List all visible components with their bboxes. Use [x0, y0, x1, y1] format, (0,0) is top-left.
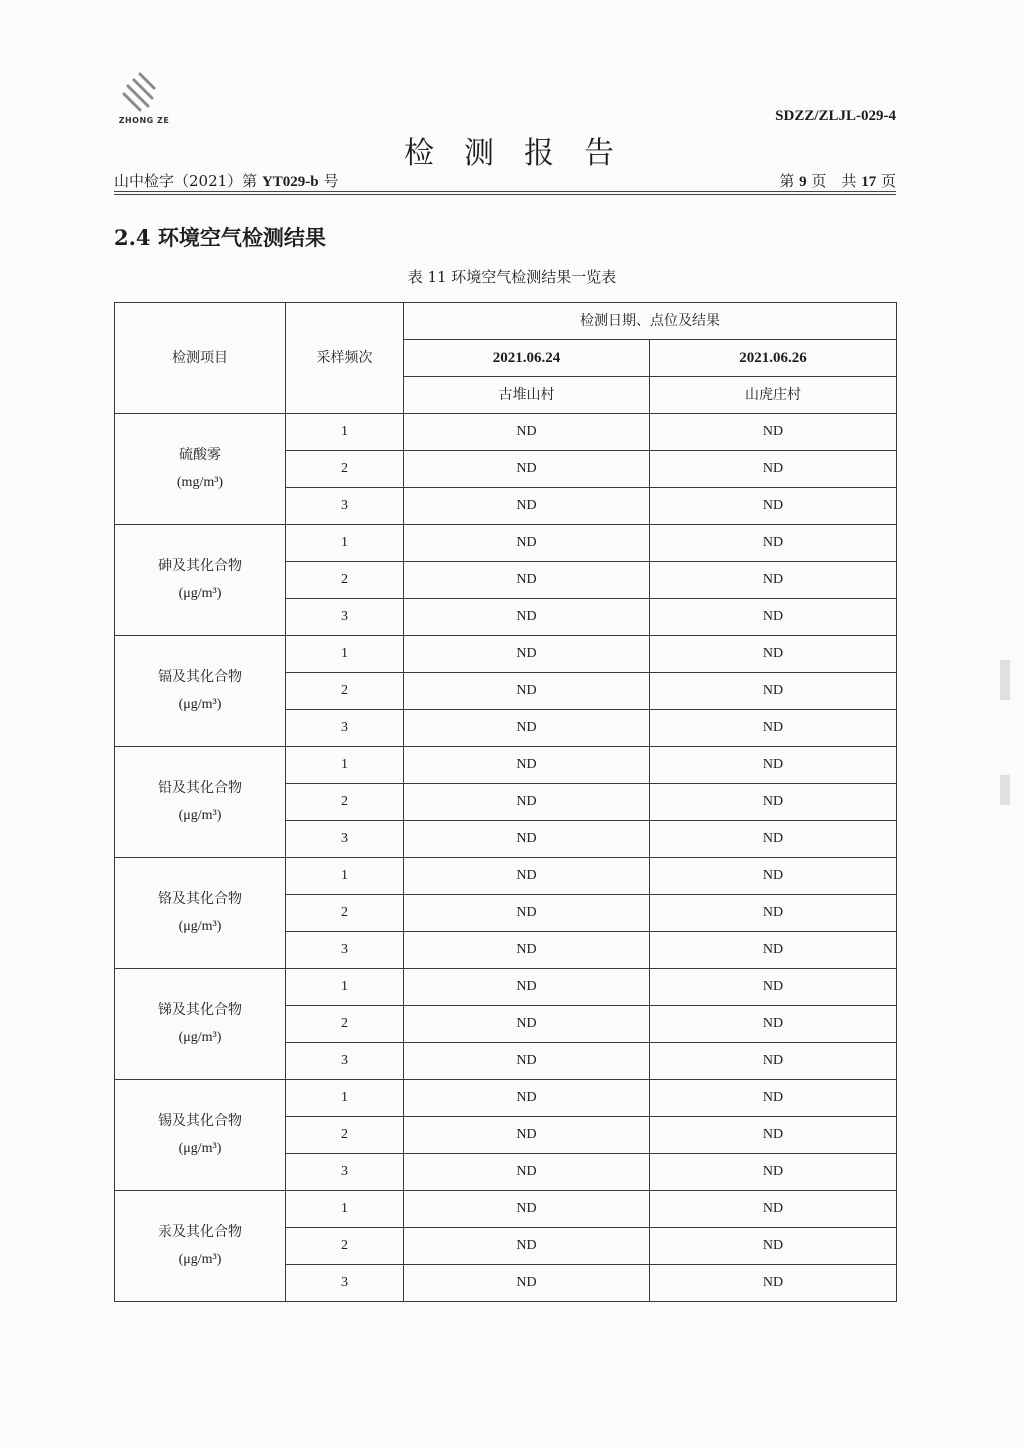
frequency-cell: 2	[286, 451, 404, 488]
frequency-cell: 3	[286, 1154, 404, 1191]
frequency-cell: 2	[286, 562, 404, 599]
result-cell-point-2: ND	[650, 636, 897, 673]
result-cell-point-2: ND	[650, 858, 897, 895]
result-cell-point-2: ND	[650, 1117, 897, 1154]
page-title: 检测报告	[404, 136, 644, 171]
frequency-cell: 3	[286, 1265, 404, 1302]
header-frequency: 采样频次	[286, 303, 404, 414]
header-item: 检测项目	[115, 303, 286, 414]
frequency-cell: 2	[286, 784, 404, 821]
frequency-cell: 1	[286, 525, 404, 562]
item-name: 锑及其化合物	[158, 1002, 242, 1018]
result-cell-point-2: ND	[650, 673, 897, 710]
item-unit: (μg/m³)	[178, 919, 222, 934]
result-cell-point-1: ND	[404, 451, 650, 488]
item-name: 锡及其化合物	[158, 1113, 242, 1129]
table-row	[115, 1191, 897, 1228]
report-number	[114, 170, 338, 191]
header-group: 检测日期、点位及结果	[404, 303, 897, 340]
result-cell-point-2: ND	[650, 562, 897, 599]
result-cell-point-1: ND	[404, 784, 650, 821]
result-cell-point-2: ND	[650, 969, 897, 1006]
header-date-2: 2021.06.26	[650, 340, 897, 377]
result-cell-point-2: ND	[650, 784, 897, 821]
result-cell-point-2: ND	[650, 414, 897, 451]
result-cell-point-1: ND	[404, 747, 650, 784]
item-unit: (μg/m³)	[178, 1141, 222, 1156]
result-cell-point-1: ND	[404, 562, 650, 599]
result-cell-point-1: ND	[404, 1043, 650, 1080]
result-cell-point-1: ND	[404, 599, 650, 636]
frequency-cell: 3	[286, 599, 404, 636]
frequency-cell: 1	[286, 858, 404, 895]
table-body	[115, 414, 897, 1302]
table-row	[115, 747, 897, 784]
table-row	[115, 414, 897, 451]
result-cell-point-1: ND	[404, 1006, 650, 1043]
result-cell-point-1: ND	[404, 1265, 650, 1302]
table-row	[115, 1080, 897, 1117]
result-cell-point-1: ND	[404, 488, 650, 525]
result-cell-point-2: ND	[650, 525, 897, 562]
result-cell-point-2: ND	[650, 895, 897, 932]
document-code: SDZZ/ZLJL-029-4	[775, 108, 896, 124]
item-unit: (μg/m³)	[178, 808, 222, 823]
frequency-cell: 1	[286, 1191, 404, 1228]
report-number-code: YT029-b	[261, 174, 319, 190]
frequency-cell: 2	[286, 1006, 404, 1043]
result-cell-point-2: ND	[650, 710, 897, 747]
item-unit: (mg/m³)	[176, 475, 224, 490]
result-cell-point-1: ND	[404, 932, 650, 969]
result-cell-point-1: ND	[404, 1228, 650, 1265]
page-label-2: 页 共	[811, 172, 857, 190]
item-name: 汞及其化合物	[158, 1224, 242, 1240]
header-point-2: 山虎庄村	[650, 377, 897, 414]
item-cell	[115, 1191, 286, 1302]
frequency-cell: 2	[286, 895, 404, 932]
frequency-cell: 2	[286, 1228, 404, 1265]
page-label-1: 第	[779, 172, 795, 190]
item-name: 镉及其化合物	[158, 669, 242, 685]
frequency-cell: 3	[286, 932, 404, 969]
item-cell	[115, 747, 286, 858]
frequency-cell: 3	[286, 821, 404, 858]
section-title: 2.4 环境空气检测结果	[114, 225, 326, 250]
page-info	[779, 170, 896, 191]
result-cell-point-1: ND	[404, 673, 650, 710]
frequency-cell: 3	[286, 488, 404, 525]
result-cell-point-2: ND	[650, 1043, 897, 1080]
report-number-prefix: 山中检字（2021）第	[114, 172, 258, 190]
item-name: 铅及其化合物	[158, 780, 242, 796]
item-cell	[115, 414, 286, 525]
result-cell-point-2: ND	[650, 747, 897, 784]
page-label-3: 页	[880, 172, 896, 190]
frequency-cell: 1	[286, 1080, 404, 1117]
result-cell-point-1: ND	[404, 1154, 650, 1191]
item-unit: (μg/m³)	[178, 586, 222, 601]
page-total: 17	[861, 174, 877, 190]
item-cell	[115, 525, 286, 636]
table-row	[115, 636, 897, 673]
header-divider-thin	[114, 194, 896, 195]
report-number-suffix: 号	[323, 172, 339, 190]
table-caption: 表 11 环境空气检测结果一览表	[407, 268, 617, 286]
item-cell	[115, 858, 286, 969]
frequency-cell: 3	[286, 710, 404, 747]
scan-artifact	[1000, 660, 1010, 700]
result-cell-point-2: ND	[650, 599, 897, 636]
result-cell-point-1: ND	[404, 710, 650, 747]
result-cell-point-1: ND	[404, 636, 650, 673]
result-cell-point-2: ND	[650, 1191, 897, 1228]
scan-artifact	[1000, 775, 1010, 805]
frequency-cell: 1	[286, 636, 404, 673]
result-cell-point-1: ND	[404, 525, 650, 562]
item-unit: (μg/m³)	[178, 697, 222, 712]
company-logo	[112, 72, 172, 128]
result-cell-point-2: ND	[650, 1080, 897, 1117]
result-cell-point-2: ND	[650, 1154, 897, 1191]
table-row	[115, 525, 897, 562]
item-cell	[115, 636, 286, 747]
result-cell-point-1: ND	[404, 1191, 650, 1228]
frequency-cell: 1	[286, 747, 404, 784]
result-cell-point-1: ND	[404, 1117, 650, 1154]
item-unit: (μg/m³)	[178, 1252, 222, 1267]
result-cell-point-2: ND	[650, 488, 897, 525]
item-cell	[115, 1080, 286, 1191]
frequency-cell: 2	[286, 673, 404, 710]
table-row	[115, 858, 897, 895]
header-point-1: 古堆山村	[404, 377, 650, 414]
item-cell	[115, 969, 286, 1080]
table-row	[115, 969, 897, 1006]
result-cell-point-2: ND	[650, 1265, 897, 1302]
frequency-cell: 2	[286, 1117, 404, 1154]
item-unit: (μg/m³)	[178, 1030, 222, 1045]
frequency-cell: 1	[286, 414, 404, 451]
frequency-cell: 3	[286, 1043, 404, 1080]
item-name: 硫酸雾	[179, 447, 221, 463]
result-cell-point-1: ND	[404, 414, 650, 451]
logo-stripes-icon	[118, 72, 168, 116]
item-name: 砷及其化合物	[158, 558, 242, 574]
result-cell-point-2: ND	[650, 1006, 897, 1043]
result-cell-point-1: ND	[404, 969, 650, 1006]
header-divider	[114, 191, 896, 192]
result-cell-point-1: ND	[404, 1080, 650, 1117]
header-date-1: 2021.06.24	[404, 340, 650, 377]
result-cell-point-2: ND	[650, 821, 897, 858]
logo-text: ZHONG ZE	[118, 116, 170, 125]
page-current: 9	[799, 174, 807, 190]
results-table	[114, 302, 897, 1302]
result-cell-point-1: ND	[404, 895, 650, 932]
result-cell-point-1: ND	[404, 821, 650, 858]
result-cell-point-1: ND	[404, 858, 650, 895]
result-cell-point-2: ND	[650, 1228, 897, 1265]
item-name: 铬及其化合物	[158, 891, 242, 907]
result-cell-point-2: ND	[650, 451, 897, 488]
result-cell-point-2: ND	[650, 932, 897, 969]
frequency-cell: 1	[286, 969, 404, 1006]
